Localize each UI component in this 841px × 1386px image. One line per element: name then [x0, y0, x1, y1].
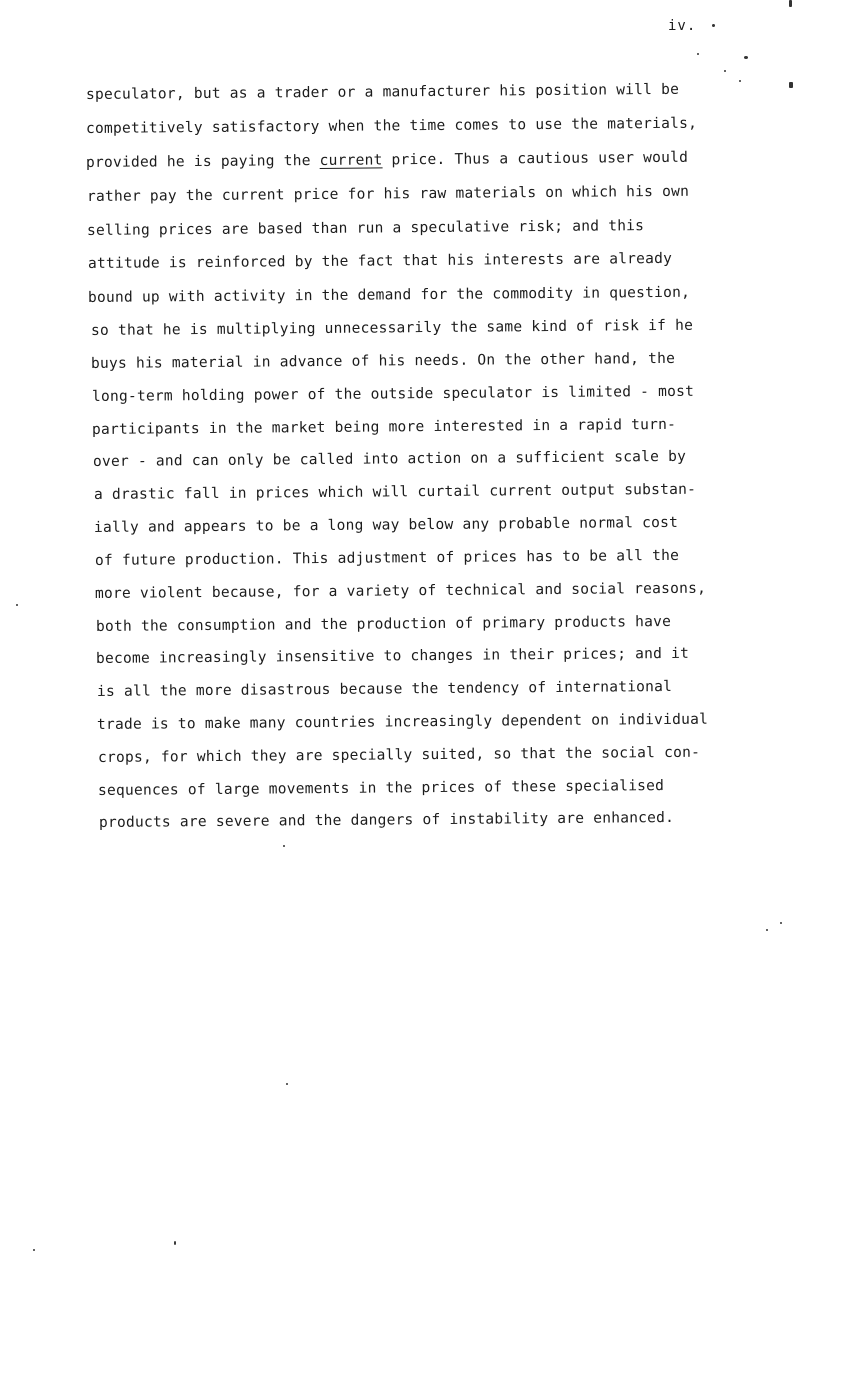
scan-speck [697, 53, 699, 55]
scan-speck [780, 922, 782, 924]
scan-speck [283, 845, 285, 847]
text-line: competitively satisfactory when the time comes to use the materials, [85, 114, 698, 137]
text-line: bound up with activity in the demand for the commodity in question, [87, 283, 691, 306]
scan-speck [739, 80, 741, 82]
text-line: over - and can only be called into action on a sufficient scale by [92, 447, 687, 470]
text-line: more violent because, for a variety of technical and social reasons, [94, 579, 707, 602]
text-line: trade is to make many countries increasingly dependent on individual [96, 710, 709, 733]
text-line: a drastic fall in prices which will curtail current output substan- [93, 480, 697, 503]
scan-speck [766, 929, 768, 931]
text-line: selling prices are based than run a speculative risk; and this [86, 217, 645, 239]
text-line [86, 149, 688, 172]
text-line: sequences of large movements in the prices of these specialised [97, 777, 665, 799]
scan-speck [33, 1249, 35, 1251]
page-number: iv. [668, 18, 697, 34]
text-line: rather pay the current price for his raw materials on which his own [86, 182, 690, 205]
scan-speck [789, 82, 793, 88]
scan-speck [789, 0, 792, 7]
scan-speck [712, 24, 715, 27]
text-line: long-term holding power of the outside speculator is limited - most [91, 382, 695, 405]
text-line: participants in the market being more interested in a rapid turn- [91, 415, 677, 438]
text-line: products are severe and the dangers of instability are enhanced. [98, 808, 675, 831]
scan-speck [286, 1083, 288, 1085]
text-line: both the consumption and the production of primary products have [95, 612, 672, 635]
scan-speck [174, 1241, 176, 1245]
text-line: buys his material in advance of his needs. On the other hand, the [90, 349, 676, 372]
scan-speck [16, 604, 18, 606]
text-line: speculator, but as a trader or a manufacturer his position will be [85, 80, 680, 103]
text-segment: provided he is paying the [85, 151, 320, 171]
text-line: crops, for which they are specially suited, so that the social con- [97, 743, 701, 766]
text-line: is all the more disastrous because the tendency of international [96, 677, 673, 700]
text-line: so that he is multiplying unnecessarily the same kind of risk if he [90, 316, 694, 339]
text-segment: price. Thus a cautious user would [382, 148, 689, 169]
text-line: attitude is reinforced by the fact that his interests are already [87, 249, 673, 272]
text-line: of future production. This adjustment of prices has to be all the [94, 546, 680, 569]
scan-speck [724, 70, 726, 72]
text-line: ially and appears to be a long way below any probable normal cost [93, 513, 679, 536]
emphasized-word: current [319, 151, 383, 169]
text-line: become increasingly insensitive to changes in their prices; and it [95, 644, 690, 667]
scan-speck [744, 56, 748, 59]
